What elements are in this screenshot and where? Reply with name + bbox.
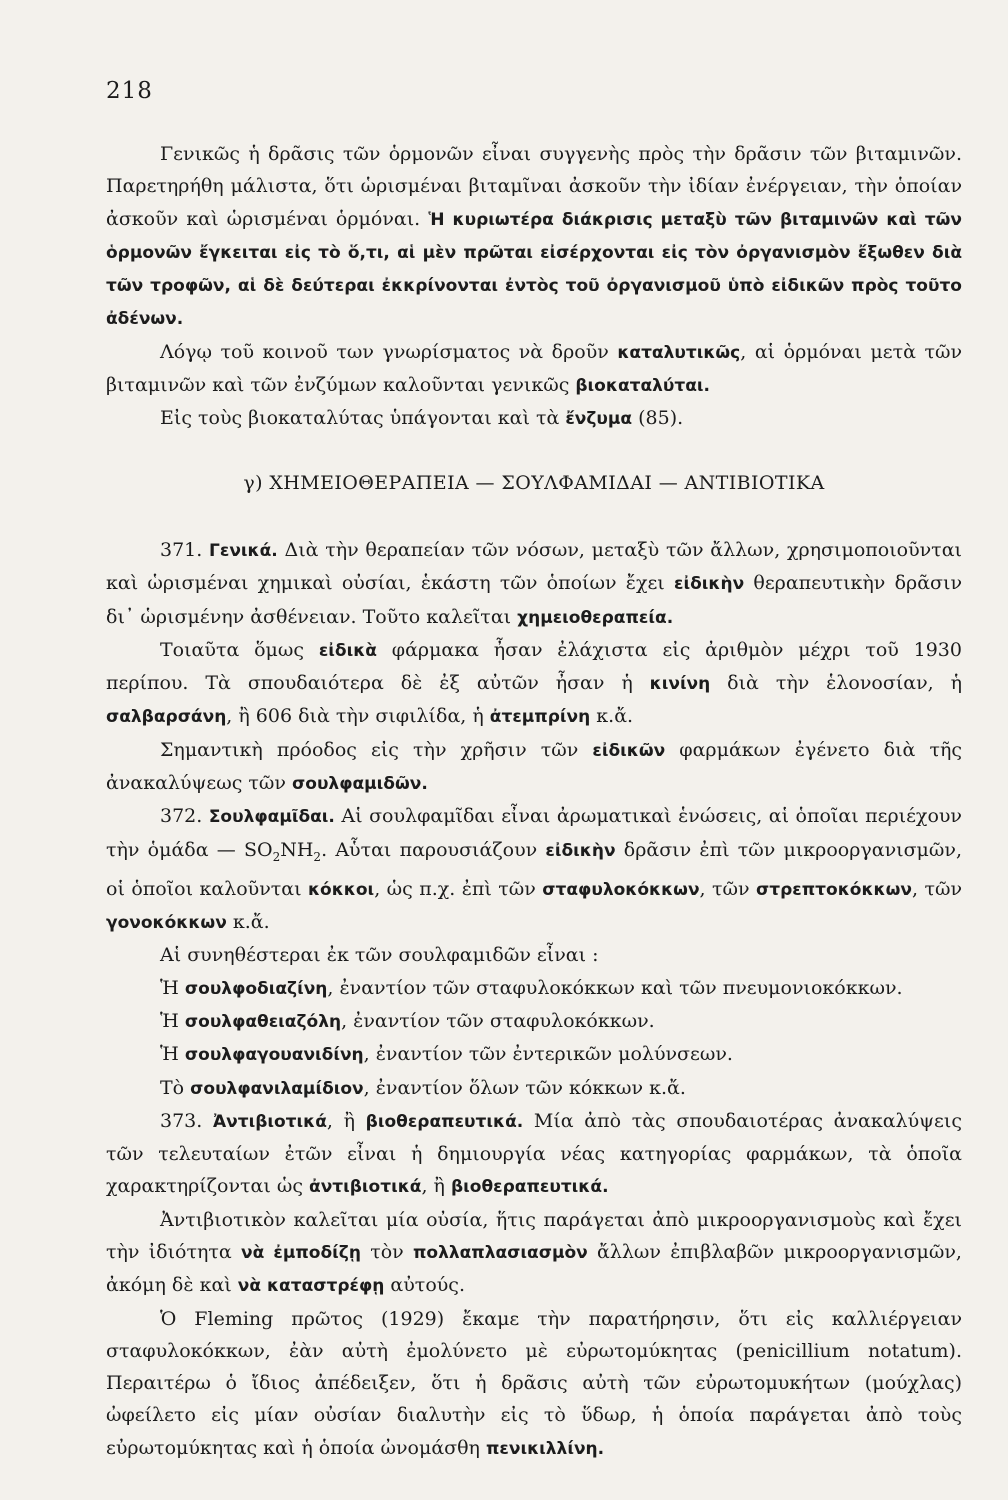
text-run: Τοιαῦτα ὅμως [160, 638, 319, 661]
paragraph-fleming [106, 1303, 962, 1465]
section-number: 371. [160, 538, 210, 561]
subscript: 2 [272, 849, 281, 864]
paragraph-specific-drugs [106, 634, 962, 734]
text-run: Σημαντικὴ πρόοδος εἰς τὴν χρῆσιν τῶν [160, 738, 593, 761]
text-run: , ἢ [326, 1109, 366, 1132]
bold-run: Ἡ κυριωτέρα διάκρισις μεταξὺ τῶν βιταμινῶν καὶ τῶν ὁρμονῶν ἔγκειται εἰς τὸ ὅ,τι, αἱ μὲν πρῶται εἰσέρχονται εἰς τὸν ὀργανισμὸν ἔξωθεν διὰ τῶν τροφῶν, αἱ δὲ δεύτεραι ἐκκρίνονται ἐντὸς τοῦ ὀργανισμοῦ ὑπὸ εἰδικῶν πρὸς τοῦτο ἀδένων. [106, 209, 962, 330]
text-run: , τῶν [699, 877, 756, 900]
list-item [106, 1072, 962, 1105]
bold-term: βιοθεραπευτικά. [450, 1177, 609, 1198]
text-run: κ.ἄ. [590, 705, 634, 728]
text-run: Ἡ [160, 1043, 185, 1066]
list-item [106, 1005, 962, 1038]
text-run: δρᾶσιν ἐπὶ τῶν μικροοργανισμῶν, οἱ ὁποῖοι καλοῦνται [106, 838, 962, 900]
bold-term: βιοκαταλύται. [575, 376, 710, 397]
bold-term: Σουλφαμῖδαι. [208, 807, 335, 828]
bold-term: εἰδικὴν [545, 840, 616, 861]
bold-term: χημειοθεραπεία. [517, 607, 674, 628]
bold-term: καταλυτικῶς [617, 342, 741, 363]
page-number: 218 [106, 78, 153, 104]
text-run: τὸν [360, 1241, 413, 1263]
text-run: , τῶν [911, 877, 962, 900]
bold-term: πενικιλλίνη. [485, 1438, 605, 1459]
bold-term: σουλφοδιαζίνη [184, 978, 328, 999]
text-run: Ἡ [160, 1009, 185, 1032]
bold-term: ἔνζυμα [565, 409, 633, 430]
bold-term: σουλφανιλαμίδιον [190, 1078, 364, 1099]
bold-term: σταφυλοκόκκων [542, 879, 700, 900]
bold-term: νὰ ἐμποδίζῃ [240, 1243, 361, 1263]
subscript: 2 [313, 849, 322, 864]
text-run: Αἱ σουλφαμῖδαι εἶναι ἀρωματικαὶ ἑνώσεις, αἱ ὁποῖαι περιέχουν τὴν ὁμάδα — SO [106, 805, 962, 861]
bold-term: εἰδικὰ [318, 640, 377, 661]
text-run: , αἱ ὁρμόναι μετὰ τῶν βιταμινῶν καὶ τῶν ἐνζύμων καλοῦνται γενικῶς [106, 340, 962, 397]
bold-term: πολλαπλασιασμὸν [412, 1243, 588, 1263]
paragraph-sulfonamides-discovery [106, 734, 962, 801]
text-run: , ἐναντίον τῶν σταφυλοκόκκων καὶ τῶν πνευμονιοκόκκων. [327, 976, 903, 999]
bold-term: σουλφαμιδῶν. [292, 774, 428, 795]
paragraph-372 [106, 800, 962, 939]
bold-term: βιοθεραπευτικά. [365, 1111, 524, 1132]
text-run: θεραπευτικὴν δρᾶσιν δι᾽ ὡρισμένην ἀσθένειαν. Τοῦτο καλεῖται [106, 572, 962, 628]
text-run: , ἐναντίον ὅλων τῶν κόκκων κ.ἄ. [363, 1076, 686, 1099]
list-item [106, 972, 962, 1005]
text-run: , ὡς π.χ. ἐπὶ τῶν [374, 877, 543, 900]
section-heading: γ) ΧΗΜΕΙΟΘΕΡΑΠΕΙΑ — ΣΟΥΛΦΑΜΙΔΑΙ — ΑΝΤΙΒΙΟΤΙΚΑ [243, 471, 825, 494]
text-run: Λόγῳ τοῦ κοινοῦ των γνωρίσματος νὰ δροῦν [160, 340, 618, 363]
text-run: αὐτούς. [384, 1274, 465, 1297]
bold-term: σουλφαγουανιδίνη [184, 1045, 364, 1066]
section-number: 373. [160, 1109, 213, 1132]
paragraph-371 [106, 534, 962, 634]
text-run: Ἀντιβιοτικὸν καλεῖται μία οὐσία, ἥτις παράγεται ἀπὸ μικροοργανισμοὺς καὶ ἔχει τὴν ἰδιότητα [106, 1208, 962, 1263]
section-number: 372. [160, 805, 209, 828]
text-run: , ἢ [421, 1175, 451, 1198]
page-body [106, 138, 962, 1465]
text-run: ἄλλων ἐπιβλαβῶν μικροοργανισμῶν, ἀκόμη δὲ καὶ [106, 1241, 962, 1297]
text-run: κ.ἄ. [226, 911, 270, 934]
text-run: NH [280, 838, 314, 861]
bold-term: ἀντιβιοτικά [309, 1177, 422, 1198]
text-run: φαρμάκων ἐγένετο διὰ τῆς ἀνακαλύψεως τῶν [106, 738, 962, 795]
bold-term: εἰδικῶν [592, 740, 666, 761]
bold-term: κόκκοι [307, 879, 375, 900]
bold-term: Γενικά. [209, 540, 278, 561]
bold-term: στρεπτοκόκκων [756, 879, 912, 900]
text-run: διὰ τὴν ἑλονοσίαν, ἡ [710, 672, 962, 695]
paragraph-hormones-vitamins [106, 138, 962, 336]
text-run: (85). [632, 407, 684, 430]
paragraph-antibiotic-definition [106, 1204, 962, 1303]
bold-term: νὰ καταστρέφῃ [237, 1276, 385, 1297]
paragraph-373 [106, 1105, 962, 1204]
bold-term: σουλφαθειαζόλη [184, 1011, 342, 1032]
text-run: , ἐναντίον τῶν ἐντερικῶν μολύνσεων. [363, 1043, 733, 1066]
bold-term: γονοκόκκων [106, 913, 227, 934]
text-run: Μία ἀπὸ τὰς σπουδαιοτέρας ἀνακαλύψεις τῶν τελευταίων ἐτῶν εἶναι ἡ δημιουργία νέας κατηγορίας φαρμάκων, τὰ ὁποῖα χαρακτηρίζονται ὡς [106, 1109, 962, 1198]
text-run: Ὁ Fleming πρῶτος (1929) ἔκαμε τὴν παρατήρησιν, ὅτι εἰς καλλιέργειαν σταφυλοκόκκων, ἐὰν αὐτὴ ἐμολύνετο μὲ εὐρωτομύκητας (penicillium notatum). Περαιτέρω ὁ ἴδιος ἀπέδειξεν, ὅτι ἡ δρᾶσις αὐτὴ τῶν εὐρωτομυκήτων (μούχλας) ὠφείλετο εἰς μίαν οὐσίαν διαλυτὴν εἰς τὸ ὕδωρ, ἡ ὁποία παράγεται ἀπὸ τοὺς εὐρωτομύκητας καὶ ἡ ὁποία ὠνομάσθη [106, 1307, 962, 1459]
text-run: Γενικῶς ἡ δρᾶσις τῶν ὁρμονῶν εἶναι συγγενὴς πρὸς τὴν δρᾶσιν τῶν βιταμινῶν. Παρετηρήθη μάλιστα, ὅτι ὡρισμέναι βιταμῖναι ἀσκοῦν τὴν ἰδίαν ἐνέργειαν, τὴν ὁποίαν ἀσκοῦν καὶ ὡρισμέναι ὁρμόναι. [106, 143, 962, 230]
text-run: , ἢ 606 διὰ τὴν σιφιλίδα, ἡ [226, 705, 490, 728]
paragraph-enzymes [106, 402, 962, 435]
list-item [106, 1038, 962, 1071]
bold-term: κινίνη [649, 674, 711, 695]
bold-term: εἰδικὴν [674, 574, 745, 595]
bold-term: ἀτεμπρίνη [489, 707, 591, 728]
text-run: Ἡ [160, 976, 185, 999]
text-run: Τὸ [160, 1076, 191, 1099]
text-run: φάρμακα ἦσαν ἐλάχιστα εἰς ἀριθμὸν μέχρι τοῦ 1930 περίπου. Τὰ σπουδαιότερα δὲ ἐξ αὐτῶν ἦσαν ἡ [106, 638, 962, 695]
text-run: Διὰ τὴν θεραπείαν τῶν νόσων, μεταξὺ τῶν ἄλλων, χρησιμοποιοῦνται καὶ ὡρισμέναι χημικαὶ οὐσίαι, ἑκάστη τῶν ὁποίων ἔχει [106, 538, 962, 595]
paragraph-biocatalysts [106, 336, 962, 403]
text-run: . Αὗται παρουσιάζουν [321, 838, 546, 861]
bold-term: σαλβαρσάνη [106, 707, 227, 728]
paragraph-common-sulfonamides: Αἱ συνηθέστεραι ἐκ τῶν σουλφαμιδῶν εἶναι : [160, 944, 599, 967]
text-run: Εἰς τοὺς βιοκαταλύτας ὑπάγονται καὶ τὰ [160, 407, 566, 430]
bold-term: Ἀντιβιοτικά [212, 1111, 327, 1132]
text-run: , ἐναντίον τῶν σταφυλοκόκκων. [341, 1009, 655, 1032]
